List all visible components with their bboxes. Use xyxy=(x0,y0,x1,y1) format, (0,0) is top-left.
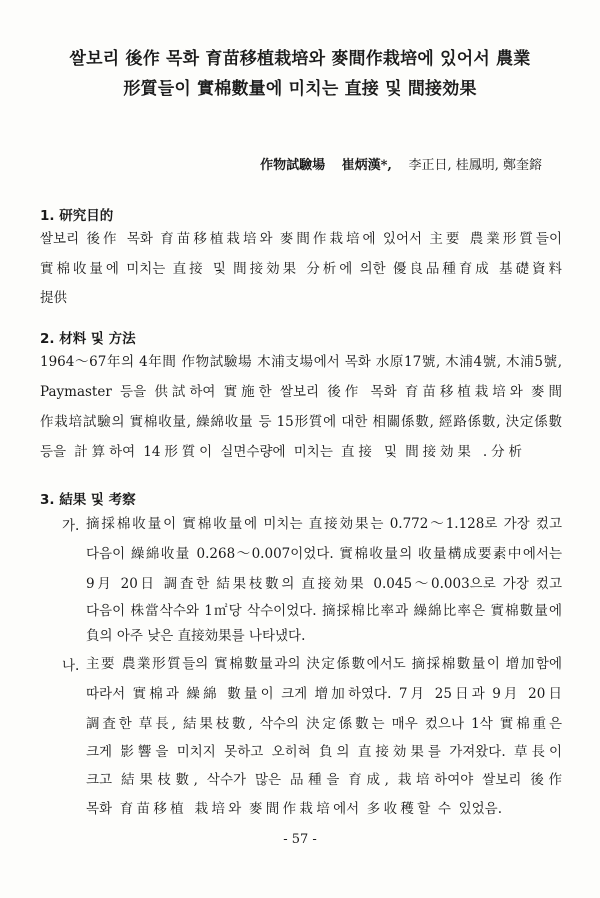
first-author: 崔炳漢*, xyxy=(341,158,392,173)
paper-title-line-1: 쌀보리 後作 목화 育苗移植栽培와 麥間作栽培에 있어서 農業 xyxy=(69,49,531,69)
paper-title-line-2: 形質들이 實棉數量에 미치는 直接 및 間接効果 xyxy=(123,79,477,99)
paragraph-line: 實棉收量에 미치는 直接 및 間接効果 分析에 의한 優良品種育成 基礎資料 xyxy=(40,261,562,277)
section-heading-results: 3. 結果 및 考察 xyxy=(40,492,136,508)
paragraph-line: 크고 結果枝數, 삭수가 많은 品種을 育成, 栽培하여야 쌀보리 後作 xyxy=(86,772,562,788)
paragraph-line: 調査한 草長, 結果枝數, 삭수의 決定係數는 매우 컸으나 1삭 實棉重은 xyxy=(86,716,562,732)
paragraph-line: 負의 아주 낮은 直接効果를 나타냈다. xyxy=(86,628,306,644)
author-affiliation: 作物試驗場 xyxy=(260,158,326,173)
paragraph-line: 등을 計算하여 14形質이 실면수량에 미치는 直接 및 間接効果 .分析 xyxy=(40,444,522,460)
section-heading-methods: 2. 材料 및 方法 xyxy=(40,331,136,347)
paragraph-line: 1964～67年의 4年間 作物試驗場 木浦支場에서 목화 水原17號, 木浦4號, 木浦5號, xyxy=(40,354,562,370)
paragraph-line: 다음이 株當삭수와 1㎡당 삭수이었다. 摘採棉比率과 繰綿比率은 實棉數量에 xyxy=(86,603,562,619)
paragraph-line: 크게 影響을 미치지 못하고 오히혀 負의 直接効果를 가져왔다. 草長이 xyxy=(86,744,562,760)
section-heading-purpose: 1. 研究目的 xyxy=(40,208,114,224)
paragraph-line: 作栽培試驗의 實棉收量, 繰綿收量 등 15形質에 대한 相關係數, 經路係數, 決定係數 xyxy=(40,414,562,430)
paragraph-line: 다음이 繰綿收量 0.268～0.007이었다. 實棉收量의 收量構成要素中에서는 xyxy=(86,546,562,562)
page-number: - 57 - xyxy=(283,832,317,847)
list-marker-ga: 가. xyxy=(62,518,80,534)
paragraph-line: 9月 20日 調査한 結果枝數의 直接効果 0.045～0.003으로 가장 컸고 xyxy=(86,576,562,592)
paragraph-line: Paymaster 등을 供試하여 實施한 쌀보리 後作 목화 育苗移植栽培와 麥間 xyxy=(40,384,562,400)
paragraph-line: 따라서 實棉과 繰綿 數量이 크게 增加하였다. 7月 25日과 9月 20日 xyxy=(86,686,562,702)
paragraph-line: 쌀보리 後作 목화 育苗移植栽培와 麥間作栽培에 있어서 主要 農業形質들이 xyxy=(40,231,562,247)
paragraph-line: 목화 育苗移植 栽培와 麥間作栽培에서 多收穫할 수 있었음. xyxy=(86,801,502,817)
co-authors: 李正日, 桂鳳明, 鄭奎鎔 xyxy=(408,158,542,173)
paragraph-line: 提供 xyxy=(40,290,67,306)
paragraph-line: 主要 農業形質들의 實棉數量과의 決定係數에서도 摘採棉數量이 增加함에 xyxy=(86,656,562,672)
author-block xyxy=(260,154,542,173)
list-marker-na: 나. xyxy=(62,658,80,674)
paragraph-line: 摘採棉收量이 實棉收量에 미치는 直接効果는 0.772～1.128로 가장 컸고 xyxy=(86,516,562,532)
